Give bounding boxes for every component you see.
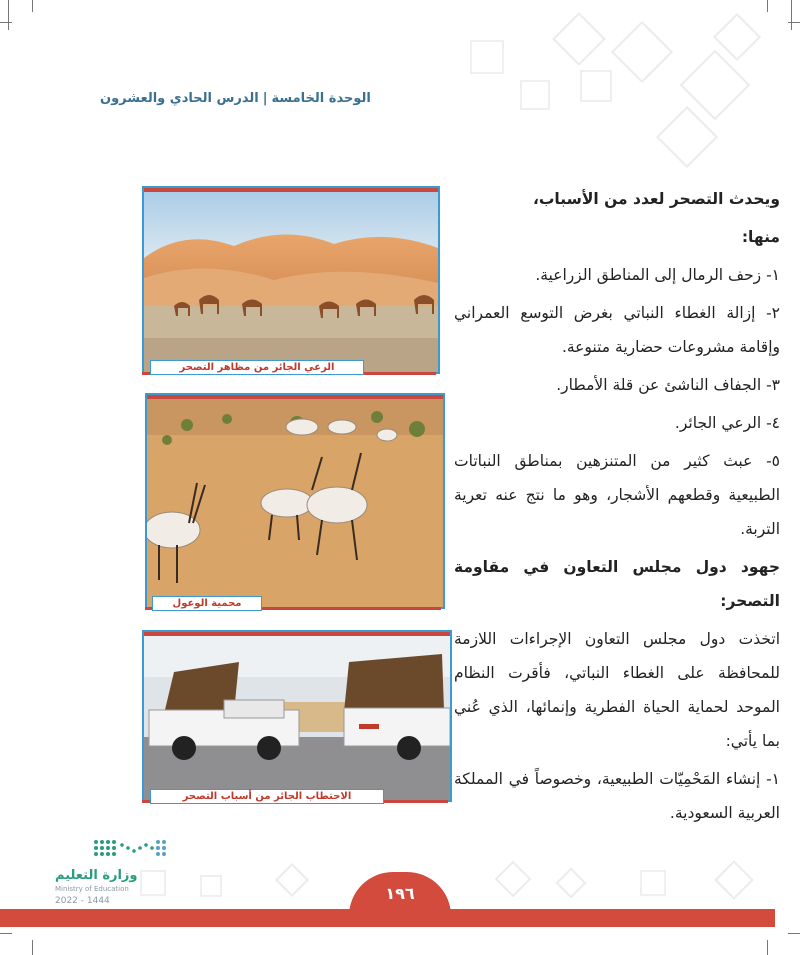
decorative-square (611, 21, 673, 83)
decorative-square (714, 860, 754, 900)
decorative-square (140, 870, 166, 896)
figure-oryx-reserve (145, 393, 445, 609)
figure-caption: الرعي الجائر من مظاهر التصحر (150, 360, 364, 375)
efforts-item: ١- إنشاء المَحْمِيّات الطبيعية، وخصوصاً في المملكة العربية السعودية. (454, 770, 780, 822)
decorative-square (495, 861, 532, 898)
text-column (454, 182, 780, 834)
camels-desert-photo (144, 188, 438, 372)
decorative-square (555, 867, 586, 898)
header-separator: | (262, 91, 268, 106)
intro-line-2: منها: (741, 228, 780, 246)
crop-mark (767, 940, 768, 955)
page-header (100, 91, 380, 106)
header-unit: الوحدة الخامسة (271, 91, 371, 106)
crop-mark (788, 22, 800, 23)
firewood-trucks-photo (144, 632, 450, 800)
decorative-square (470, 40, 504, 74)
header-lesson: الدرس الحادي والعشرون (100, 91, 259, 106)
figure-caption: محمية الوعول (152, 596, 262, 611)
decorative-square (275, 863, 309, 897)
cause-item: ٢- إزالة الغطاء النباتي بغرض التوسع العمراني وإقامة مشروعات حضارية متنوعة. (454, 304, 780, 356)
decorative-square (656, 106, 718, 168)
crop-mark (32, 940, 33, 955)
crop-mark (767, 0, 768, 12)
figure-caption: الاحتطاب الجائر من أسباب التصحر (150, 789, 384, 804)
oryx-photo (147, 395, 443, 607)
figure-firewood-trucks (142, 630, 452, 802)
cause-item: ٥- عبث كثير من المتنزهين بمناطق النباتات الطبيعية وقطعهم الأشجار، وهو ما نتج عنه تعرية التربة. (454, 452, 780, 538)
edition-year: 2022 - 1444 (55, 896, 110, 906)
crop-mark (32, 0, 33, 12)
figure-top-bar (144, 632, 450, 636)
decorative-square (520, 80, 550, 110)
decorative-square (640, 870, 666, 896)
crop-mark (791, 0, 792, 30)
crop-mark (0, 22, 12, 23)
decorative-square (580, 70, 612, 102)
page-number: ١٩٦ (385, 884, 415, 903)
efforts-paragraph: اتخذت دول مجلس التعاون الإجراءات اللازمة للمحافظة على الغطاء النباتي، فأقرت النظام الموحد لحماية الحياة الفطرية وإنمائها، الذي عُني بما يأتي: (454, 630, 780, 750)
ministry-name-en: Ministry of Education (55, 885, 129, 893)
figure-top-bar (147, 395, 443, 399)
cause-item: ٤- الرعي الجائر. (674, 414, 780, 432)
ministry-logo-icon (92, 838, 172, 864)
crop-mark (8, 0, 9, 30)
cause-item: ١- زحف الرمال إلى المناطق الزراعية. (535, 266, 780, 284)
section-subheading: جهود دول مجلس التعاون في مقاومة التصحر: (454, 558, 780, 610)
crop-mark (788, 933, 800, 934)
cause-item: ٣- الجفاف الناشئ عن قلة الأمطار. (556, 376, 780, 394)
decorative-square (200, 875, 222, 897)
figure-top-bar (144, 188, 438, 192)
figure-camels-desert (142, 186, 440, 374)
crop-mark (0, 933, 12, 934)
ministry-name-ar: وزارة التعليم (55, 868, 138, 883)
intro-line-1: ويحدث التصحر لعدد من الأسباب، (532, 190, 780, 208)
decorative-square (552, 12, 606, 66)
